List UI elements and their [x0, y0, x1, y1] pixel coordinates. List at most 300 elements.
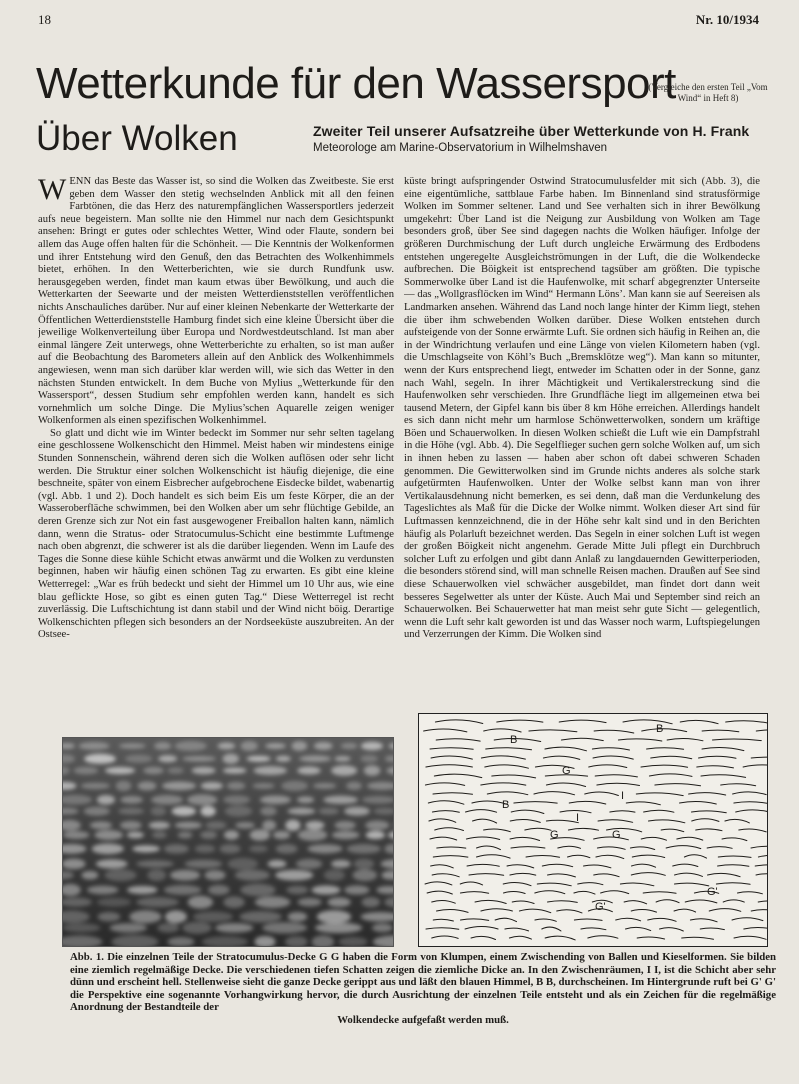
- cloud-clump: [136, 897, 179, 907]
- sketch-stroke: [477, 846, 501, 850]
- cloud-clump: [94, 830, 123, 840]
- cloud-clump: [318, 808, 339, 815]
- sketch-stroke: [682, 937, 714, 939]
- cloud-clump: [235, 822, 255, 829]
- cloud-clump: [327, 897, 350, 907]
- cloud-clump: [362, 897, 381, 907]
- cloud-clump: [151, 795, 183, 805]
- sketch-stroke: [644, 810, 674, 812]
- sketch-stroke: [460, 892, 488, 894]
- sketch-stroke: [546, 783, 585, 787]
- cloud-clump: [250, 829, 270, 840]
- sketch-stroke: [559, 720, 606, 723]
- sketch-stroke: [756, 730, 767, 732]
- cloud-clump: [314, 742, 333, 750]
- sketch-stroke: [475, 900, 506, 903]
- cloud-clump: [127, 832, 144, 839]
- sketch-stroke: [505, 928, 529, 931]
- sketch-stroke: [568, 855, 590, 857]
- cloud-clump: [262, 922, 307, 933]
- sketch-stroke: [430, 837, 457, 840]
- sketch-stroke: [661, 829, 684, 832]
- cloud-clump: [208, 885, 230, 895]
- cloud-clump: [63, 923, 100, 932]
- cloud-clump: [119, 743, 146, 748]
- sketch-stroke: [510, 820, 540, 823]
- article-subtitle: Über Wolken: [36, 119, 238, 158]
- sketch-stroke: [594, 874, 619, 877]
- cloud-clump: [92, 843, 124, 854]
- sketch-label-i: I: [621, 790, 625, 802]
- sketch-stroke: [702, 730, 739, 732]
- sketch-stroke: [647, 748, 684, 749]
- cloud-clump: [275, 870, 313, 881]
- sketch-stroke: [466, 810, 497, 813]
- sketch-stroke: [692, 819, 719, 822]
- cloud-clump: [182, 922, 211, 934]
- cloud-clump: [334, 821, 355, 829]
- sketch-stroke: [585, 792, 619, 796]
- cloud-clump: [172, 806, 196, 816]
- sketch-stroke: [631, 873, 665, 876]
- sketch-stroke: [685, 900, 717, 903]
- sketch-stroke: [461, 919, 489, 921]
- cloud-clump: [81, 783, 110, 790]
- cloud-clump: [164, 885, 202, 895]
- sketch-stroke: [722, 838, 747, 841]
- sketch-stroke: [426, 765, 473, 767]
- sketch-stroke: [481, 756, 525, 759]
- sketch-stroke: [660, 928, 684, 931]
- cloud-clump: [365, 821, 389, 830]
- sketch-stroke: [637, 937, 664, 939]
- sketch-stroke: [431, 865, 454, 868]
- cloud-clump: [297, 767, 321, 775]
- reference-note: (Vergleiche den ersten Teil „Vom Wind“ in Heft 8): [648, 82, 768, 103]
- sketch-stroke: [690, 919, 717, 922]
- sketch-stroke: [514, 802, 557, 804]
- series-byline: Zweiter Teil unserer Aufsatzreihe über Wetterkunde von H. Frank: [313, 123, 750, 139]
- sketch-stroke: [543, 756, 579, 759]
- sketch-stroke: [702, 747, 744, 750]
- sketch-stroke: [548, 901, 578, 903]
- sketch-stroke: [494, 738, 541, 741]
- sketch-stroke: [460, 882, 482, 885]
- sketch-stroke: [651, 756, 692, 758]
- cloud-clump: [110, 923, 147, 932]
- author-affiliation: Meteorologe am Marine-Observatorium in Wilhelmshaven: [313, 142, 608, 154]
- sketch-stroke: [568, 828, 598, 830]
- cloud-sketch: [418, 713, 768, 947]
- cloud-clump: [299, 756, 331, 762]
- sketch-stroke: [526, 855, 560, 857]
- sketch-stroke: [684, 855, 706, 858]
- cloud-clump: [143, 767, 163, 774]
- cloud-clump: [262, 820, 276, 830]
- cloud-clump: [235, 870, 270, 881]
- sketch-stroke: [497, 720, 543, 722]
- sketch-label-g-prime: G': [707, 886, 718, 898]
- sketch-stroke: [673, 864, 698, 866]
- sketch-stroke: [569, 801, 606, 804]
- cloud-clump: [241, 741, 258, 751]
- sketch-stroke: [510, 837, 540, 840]
- sketch-stroke: [574, 891, 595, 894]
- cloud-clump: [247, 756, 271, 762]
- cloud-clump: [255, 896, 291, 908]
- sketch-stroke: [537, 883, 571, 886]
- cloud-clump: [74, 767, 99, 775]
- sketch-stroke: [492, 775, 536, 778]
- sketch-stroke: [469, 874, 504, 876]
- cloud-clump: [240, 884, 275, 896]
- sketch-stroke: [626, 927, 651, 930]
- sketch-stroke: [756, 874, 767, 877]
- cloud-clump: [253, 766, 287, 775]
- sketch-stroke: [529, 730, 577, 732]
- sketch-stroke: [512, 901, 534, 904]
- sketch-stroke: [467, 864, 499, 866]
- cloud-clump: [353, 869, 378, 881]
- sketch-stroke: [578, 883, 603, 885]
- cloud-clump: [298, 829, 328, 841]
- cloud-clump: [296, 859, 322, 869]
- cloud-clump: [287, 808, 315, 815]
- sketch-stroke: [696, 829, 722, 831]
- sketch-stroke: [535, 919, 556, 921]
- sketch-stroke: [503, 883, 531, 886]
- figure-caption: [70, 951, 776, 1027]
- sketch-stroke: [732, 918, 763, 921]
- sketch-label-b: B: [656, 723, 664, 735]
- cloud-clump: [286, 886, 308, 894]
- sketch-stroke: [692, 811, 727, 813]
- cloud-clump: [63, 831, 90, 839]
- cloud-photo: [62, 737, 394, 947]
- sketch-stroke: [641, 837, 666, 840]
- cloud-clump: [344, 807, 370, 816]
- sketch-stroke: [437, 909, 469, 912]
- cloud-clump: [224, 830, 239, 840]
- sketch-stroke: [429, 819, 456, 822]
- cloud-clump: [223, 754, 239, 764]
- cloud-clump: [331, 860, 351, 868]
- sketch-stroke: [667, 738, 703, 740]
- cloud-clump: [175, 822, 202, 829]
- caption-text: Abb. 1. Die einzelnen Teile der Stratocumulus-Decke G G haben die Form von Klumpen, einem Zwischending von Ballen und Kieselformen. Sie bilden eine ziemlich regelmäßige Decke. Die verschiedenen tiefen Schatten zeigen die ziemliche Dicke an. In den Zwischenräumen, I I, ist die Schicht aber sehr dünn und erscheint hell. Stellenweise sieht die ganze Decke gerippt aus und läßt den blauen Himmel, B B, durchscheinen. Im Hintergrunde ruft bei G' G' die Perspektive eine sogenannte Vorhangwirkung hervor, die durch Ausrichtung der einzelnen Teile entsteht und als ein Zeichen für die regelmäßige Anordnung der Bestandteile der: [70, 951, 776, 1014]
- sketch-stroke: [726, 721, 767, 723]
- sketch-stroke: [751, 846, 767, 848]
- cloud-clump: [200, 806, 215, 816]
- sketch-stroke: [487, 792, 528, 795]
- cloud-clump: [334, 756, 350, 761]
- cloud-clump: [81, 871, 98, 880]
- sketch-stroke: [558, 846, 581, 848]
- cloud-clump: [125, 755, 152, 763]
- cloud-clump: [105, 767, 135, 774]
- sketch-stroke: [699, 756, 737, 758]
- sketch-stroke: [542, 864, 572, 866]
- sketch-stroke: [511, 847, 545, 848]
- sketch-stroke: [561, 738, 603, 740]
- sketch-stroke: [465, 927, 498, 929]
- sketch-stroke: [624, 901, 647, 904]
- sketch-stroke: [630, 847, 654, 850]
- sketch-stroke: [504, 891, 526, 893]
- sketch-stroke: [758, 901, 767, 903]
- sketch-stroke: [620, 883, 654, 886]
- sketch-stroke: [485, 765, 529, 768]
- cloud-clump: [192, 767, 216, 774]
- cloud-clump: [90, 821, 112, 829]
- sketch-stroke: [430, 748, 473, 749]
- paragraph: [38, 176, 394, 428]
- sketch-stroke: [618, 739, 661, 741]
- cloud-clump: [281, 781, 308, 791]
- sketch-stroke: [648, 918, 676, 921]
- cloud-clump: [260, 806, 277, 815]
- cloud-clump: [84, 807, 110, 816]
- cloud-clump: [157, 923, 179, 933]
- sketch-stroke: [597, 847, 625, 849]
- cloud-clump: [105, 869, 137, 881]
- sketch-stroke: [626, 802, 660, 805]
- text-column-left: [38, 176, 394, 722]
- sketch-stroke: [689, 793, 726, 795]
- cloud-clump: [313, 783, 336, 789]
- cloud-clump: [223, 795, 250, 804]
- sketch-stroke: [721, 784, 756, 786]
- cloud-clump: [276, 844, 298, 854]
- sketch-stroke: [424, 729, 467, 732]
- text-column-right: [404, 176, 760, 722]
- sketch-stroke: [548, 874, 576, 877]
- sketch-stroke: [535, 891, 565, 894]
- cloud-clump: [317, 910, 351, 923]
- cloud-clump: [276, 756, 291, 762]
- sketch-stroke: [631, 909, 656, 912]
- sketch-stroke: [473, 819, 497, 823]
- sketch-stroke: [677, 837, 703, 840]
- sketch-label-b: B: [510, 734, 518, 746]
- sketch-stroke: [542, 927, 561, 931]
- sketch-stroke: [601, 891, 629, 894]
- cloud-clump: [137, 781, 156, 790]
- caption-last-line: Wolkendecke aufgefaßt werden muß.: [337, 1013, 509, 1026]
- cloud-clump: [118, 808, 144, 815]
- sketch-stroke: [425, 783, 464, 786]
- sketch-stroke: [733, 792, 767, 795]
- sketch-stroke: [718, 865, 749, 866]
- cloud-clump: [152, 832, 167, 839]
- cloud-clump: [147, 869, 166, 881]
- cloud-clump: [127, 886, 158, 894]
- sketch-stroke: [593, 756, 633, 759]
- sketch-stroke: [675, 883, 709, 886]
- sketch-stroke: [594, 837, 629, 840]
- sketch-stroke: [701, 775, 746, 778]
- sketch-stroke: [655, 784, 701, 786]
- cloud-clump: [298, 898, 322, 907]
- sketch-stroke: [588, 936, 618, 938]
- sketch-stroke: [641, 765, 688, 767]
- sketch-label-g: G: [562, 765, 571, 777]
- sketch-stroke: [632, 864, 656, 867]
- cloud-sketch-drawing: [419, 714, 767, 946]
- cloud-clump: [315, 923, 362, 934]
- sketch-stroke: [643, 892, 676, 894]
- cloud-clump: [346, 782, 362, 790]
- cloud-clump: [364, 765, 381, 775]
- cloud-clump: [165, 910, 187, 923]
- page-number: 18: [38, 12, 51, 27]
- cloud-clump: [305, 821, 324, 829]
- sketch-stroke: [432, 936, 459, 938]
- sketch-stroke: [723, 900, 744, 902]
- sketch-stroke: [481, 909, 513, 911]
- sketch-stroke: [510, 873, 536, 875]
- cloud-clump: [265, 743, 285, 749]
- cloud-clump: [195, 845, 215, 853]
- sketch-stroke: [632, 855, 664, 857]
- sketch-stroke: [432, 874, 459, 877]
- sketch-stroke: [509, 936, 531, 939]
- cloud-clump: [87, 886, 118, 895]
- sketch-stroke: [674, 909, 696, 912]
- sketch-stroke: [680, 720, 718, 723]
- sketch-stroke: [484, 729, 521, 732]
- issue-number: Nr. 10/1934: [695, 12, 759, 27]
- sketch-stroke: [709, 909, 741, 912]
- sketch-stroke: [486, 748, 532, 750]
- cloud-clump: [79, 742, 110, 750]
- sketch-stroke: [739, 829, 766, 832]
- sketch-stroke: [594, 730, 634, 733]
- cloud-clump: [249, 845, 268, 852]
- sketch-stroke: [751, 910, 767, 913]
- sketch-stroke: [435, 828, 464, 831]
- cloud-clump: [273, 831, 290, 839]
- sketch-stroke: [589, 765, 627, 768]
- sketch-stroke: [755, 865, 767, 867]
- cloud-clump: [84, 754, 116, 764]
- sketch-stroke: [466, 837, 499, 839]
- cloud-clump: [97, 898, 131, 907]
- sketch-stroke: [481, 783, 526, 785]
- cloud-clump: [158, 755, 177, 762]
- sketch-stroke: [751, 757, 767, 759]
- cloud-clump: [252, 783, 274, 789]
- sketch-stroke: [434, 774, 482, 777]
- sketch-stroke: [738, 892, 763, 894]
- cloud-clump: [285, 820, 300, 831]
- cloud-clump: [164, 844, 189, 853]
- cloud-clump: [332, 831, 360, 839]
- sketch-stroke: [431, 756, 472, 759]
- cloud-photo-image: [63, 738, 393, 946]
- drop-cap: W: [38, 176, 67, 206]
- cloud-clump: [366, 831, 385, 839]
- sketch-stroke: [656, 900, 679, 903]
- cloud-clump: [120, 821, 142, 830]
- cloud-clump: [167, 767, 183, 773]
- sketch-stroke: [436, 739, 480, 741]
- sketch-stroke: [433, 919, 453, 921]
- cloud-clump: [227, 782, 246, 790]
- sketch-label-b: B: [502, 799, 510, 811]
- sketch-stroke: [725, 819, 750, 822]
- cloud-clump: [96, 859, 128, 868]
- cloud-clump: [193, 911, 233, 922]
- cloud-clump: [341, 743, 358, 749]
- sketch-stroke: [642, 729, 687, 732]
- cloud-clump: [162, 782, 196, 791]
- cloud-clump: [120, 796, 143, 804]
- cloud-clump: [205, 821, 226, 829]
- cloud-clump: [361, 742, 383, 750]
- sketch-stroke: [743, 765, 767, 768]
- sketch-stroke: [437, 847, 466, 848]
- cloud-clump: [149, 821, 170, 829]
- sketch-stroke: [713, 739, 762, 741]
- cloud-clump: [185, 860, 223, 869]
- cloud-clump: [154, 742, 171, 750]
- sketch-stroke: [507, 865, 534, 868]
- sketch-stroke: [734, 936, 766, 939]
- cloud-clump: [187, 794, 217, 805]
- sketch-stroke: [581, 928, 606, 930]
- sketch-stroke: [557, 910, 582, 913]
- cloud-clump: [324, 870, 345, 881]
- sketch-stroke: [610, 811, 635, 812]
- paragraph-text: ENN das Beste das Wasser ist, so sind die Wolken das Zweitbeste. Sie erst geben dem Wasser den stetig wechselnden Anblick mit all den feinen Farbtönen, die das Herz des naturempfänglichen Wassersportlers jederzeit aufs neue begeistern. Man sollte nie den Himmel nur nach dem Gesichtspunkt ansehen: Bringt er gutes oder schlechtes Wetter, Wind oder Flaute, sondern bei allem das Auge offen halten für die Schönheit. — Die Kenntnis der Wolkenformen und ihrer Entstehung wird den Genuß, den das Betrachten des Wolkenhimmels bietet, erhöhen. In den Wetterberichten, wie sie durch Rundfunk usw. herausgegeben werden, findet man kaum etwas über Bewölkung, und auch die Wetterkarten der Seewarte und der meisten Wetterdienststellen veröffentlichen nichts Anschauliches darüber. Nur auf einer kleinen Nebenkarte der Wetterkarte der Öffentlichen Wetterdienststelle Hamburg findet sich eine kleine Übersicht über die jeweilige Wolkenverteilung über Europa und Nordwestdeutschland. Ist man aber einmal längere Zeit unterwegs, ohne Wetterberichte zu erhalten, so ist man außer auf die Beobachtung des Barometers allein auf den Anblick des Wolkenhimmels angewiesen, wenn man sich darüber klar werden will, wie sich das Wetter in den nächsten Stunden entwickelt. In dem Buche von Mylius „Wetterkunde für den Wassersport“, dessen Studium sehr empfohlen werden kann, handelt es sich vornehmlich um solche Dinge. Die Mylius’schen Aquarelle zeigen weniger Wolkenformen als einen spezifischen Wolkenhimmel.: [38, 176, 394, 427]
- cloud-clump: [116, 781, 132, 792]
- sketch-stroke: [734, 802, 767, 804]
- cloud-clump: [151, 806, 166, 815]
- sketch-stroke: [525, 828, 551, 830]
- sketch-stroke: [519, 909, 550, 913]
- cloud-clump: [97, 795, 115, 805]
- sketch-stroke: [666, 846, 701, 849]
- cloud-clump: [215, 923, 253, 933]
- cloud-clump: [205, 870, 226, 880]
- sketch-label-g-prime: G': [595, 901, 606, 913]
- cloud-clump: [136, 860, 174, 867]
- cloud-clump: [360, 755, 378, 763]
- article-title: Wetterkunde für den Wassersport: [36, 59, 676, 108]
- sketch-stroke: [649, 774, 692, 777]
- sketch-stroke: [623, 720, 672, 724]
- sketch-stroke: [428, 801, 464, 804]
- sketch-stroke: [432, 900, 456, 903]
- sketch-stroke: [584, 865, 611, 868]
- sketch-stroke: [700, 928, 724, 930]
- sketch-stroke: [718, 856, 751, 857]
- cloud-clump: [98, 912, 121, 922]
- cloud-clump: [170, 870, 200, 881]
- sketch-stroke: [596, 855, 624, 858]
- cloud-clump: [182, 756, 216, 761]
- cloud-clump: [223, 767, 247, 773]
- sketch-stroke: [716, 883, 750, 885]
- cloud-clump: [178, 832, 193, 839]
- sketch-stroke: [598, 820, 633, 823]
- sketch-stroke: [433, 856, 468, 857]
- cloud-clump: [307, 844, 342, 853]
- cloud-clump: [228, 858, 259, 870]
- paragraph: küste bringt aufspringender Ostwind Stratocumulusfelder mit sich (Abb. 3), die eine eigentümliche, sattblaue Farbe haben. Im Binnenland sind stratusförmige Wolken im Sommer seltener. Land und See verhalten sich in ihrer Bewölkung umgekehrt: Über Land ist die Neigung zur Ausbildung von Wolken am Tage besonders groß, über See sind dagegen nachts die Wolken häufiger. Infolge der größeren Durchmischung der Luft durch ungleiche Erwärmung des Erdbodens entstehen ungeregelte Ausgleichströmungen in der Luft, die die Wolkendecke aufbrechen. Die Böigkeit ist entsprechend tagsüber am größten. Die typische Sommerwolke über Land ist die Haufenwolke, mit scharf abgegrenzter Unterseite — das „Wollgrasflöcken im Wind“ Hermann Löns’. Man kann sie auf Seereisen als Landmarken ansehen. Während das Land noch lange hinter der Kimm liegt, stehen die über ihm schwebenden Wolken darüber. Diese Wolken entstehen durch aufsteigende von der Sonne erwärmte Luft. Sie ordnen sich häufig in Reihen an, die in der Windrichtung verlaufen und eine Länge von vielen Kilometern haben (vgl. die Umschlagseite von Köhl’s Buch „Bremsklötze weg“). Man kann so mitunter, wenn der Kurs entsprechend liegt, entweder im Schatten oder in der Sonne, ganz nach Wahl, segeln. In ihrer Mächtigkeit und Vertikalerstreckung sind die Haufenwolken sehr verschieden. Ihre Grundfläche liegt im allgemeinen etwa bei tausend Metern, der Gipfel kann bis über 8 km Höhe erreichen. Allerdings handelt es sich dann nicht mehr um harmlose Schönwetterwolken, sondern um kräftige Böen und Schauerwolken. In diesen Wolken schießt die Luft wie ein Dampfstrahl in die Höhe (vgl. Abb. 4). Die Segelflieger suchen gern solche Wolken auf, um sich in ihnen heben zu lassen — haben aber schon oft dabei schweren Schaden genommen. Die Gewitterwolken sind im Grunde nichts anderes als solche stark aufgetürmten Haufenwolken. Unter der Wolke selbst kann man von ihrer Vertikalausdehnung nicht bemerken, es sei denn, daß man die Verdunkelung des Tageslichtes als Maß für die Dicke der Wolke nimmt. Wolken dieser Art sind für Luftmassen kennzeichnend, die in der Höhe sehr kalt sind und in den Berichten häufig als Polarluft bezeichnet werden. Das Segeln in einer solchen Luft ist wegen der großen Böigkeit nicht angenehm. Gerade Mitte Juli pflegt ein Durchbruch solcher Luft zu erfolgen und gibt dann Anlaß zu langdauernden Gewitterperioden, die besonders störend sind, will man schnelle Reisen machen. Draußen auf See sind diese Schauerwolken viel schwächer ausgebildet, man findet dort dann weit besseres Segelwetter als unter der Küste. Auch Mai und September sind reich an Schauerwolken. Bei Schauerwetter hat man meist sehr gute Sicht — gelegentlich, wenn die Luft sehr kalt geworden ist und das Wasser noch warm, Luftspiegelungen und Verzerrungen der Kimm. Die Wolken sind: [404, 176, 760, 641]
- cloud-clump: [311, 885, 340, 894]
